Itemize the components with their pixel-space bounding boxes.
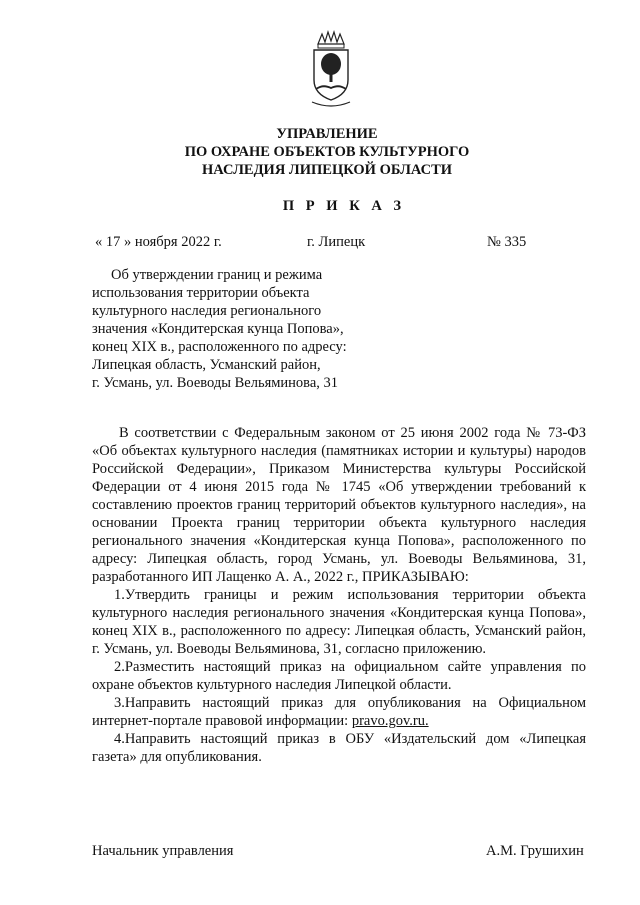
order-item-4: 4.Направить настоящий приказ в ОБУ «Издательский дом «Липецкая газета» для опубликования. [92, 731, 586, 765]
subject-line: Об утверждении границ и режима [111, 267, 323, 283]
order-date: « 17 » ноября 2022 г. [95, 234, 222, 250]
order-item-3-text: 3.Направить настоящий приказ для опубликования на Официальном интернет-портале правовой информации: [92, 695, 586, 729]
order-subject [92, 266, 382, 392]
signatory-title: Начальник управления [92, 843, 234, 859]
subject-line: значения «Кондитерская кунца Попова», [92, 321, 344, 337]
authority-line-3: НАСЛЕДИЯ ЛИПЕЦКОЙ ОБЛАСТИ [201, 162, 453, 178]
coat-of-arms-icon [308, 30, 354, 110]
subject-line: использования территории объекта [92, 285, 310, 301]
order-body [92, 424, 586, 766]
subject-line: культурного наследия регионального [92, 303, 322, 319]
order-item-2: 2.Разместить настоящий приказ на официальном сайте управления по охране объектов культурного наследия Липецкой области. [92, 659, 586, 693]
pravo-gov-link[interactable]: pravo.gov.ru. [351, 713, 429, 729]
authority-line-1: УПРАВЛЕНИЕ [276, 126, 378, 142]
document-type-title: П Р И К А З [282, 198, 406, 214]
preamble-paragraph: В соответствии с Федеральным законом от 25 июня 2002 года № 73-ФЗ «Об объектах культурного наследия (памятниках истории и культуры) народов Российской Федерации», Приказом Министерства культуры Российской Федерации от 4 июня 2015 года № 1745 «Об утверждении требований к составлению проектов границ территорий объектов культурного наследия», на основании Проекта границ территории объекта культурного наследия регионального значения «Кондитерская кунца Попова», расположенного по адресу: Липецкая область, город Усмань, ул. Воеводы Вельяминова, 31, разработанного ИП Лащенко А. А., 2022 г., ПРИКАЗЫВАЮ: [92, 425, 586, 585]
order-item-3 [92, 694, 586, 730]
subject-line: конец XIX в., расположенного по адресу: [92, 339, 347, 355]
subject-line: г. Усмань, ул. Воеводы Вельяминова, 31 [92, 375, 339, 391]
signatory-name: А.М. Грушихин [486, 843, 584, 859]
order-item-1: 1.Утвердить границы и режим использования территории объекта культурного наследия регионального значения «Кондитерская кунца Попова», конец XIX в., расположенного по адресу: Липецкая область, Усманский район, г. Усмань, ул. Воеводы Вельяминова, 31, согласно приложению. [92, 587, 586, 657]
order-number: № 335 [487, 234, 527, 250]
authority-header [0, 125, 640, 179]
order-city: г. Липецк [307, 234, 366, 250]
authority-line-2: ПО ОХРАНЕ ОБЪЕКТОВ КУЛЬТУРНОГО [184, 144, 470, 160]
subject-line: Липецкая область, Усманский район, [92, 357, 321, 373]
